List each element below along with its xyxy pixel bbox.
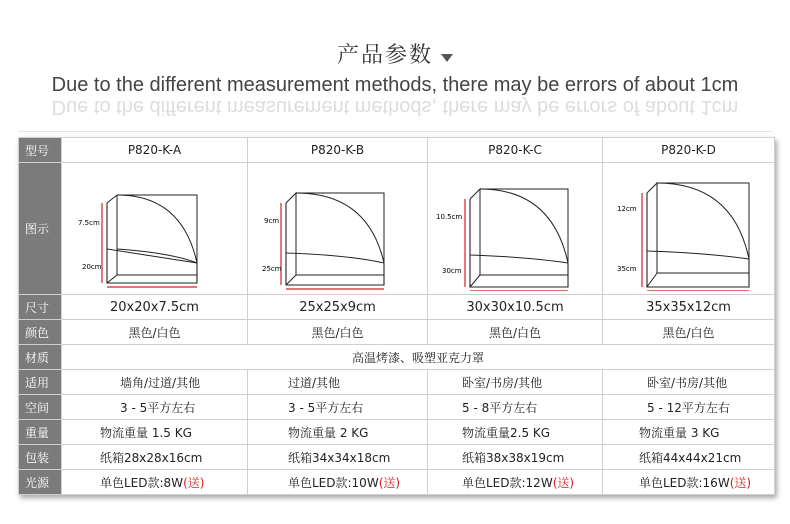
light-b	[248, 470, 428, 495]
row-weight	[19, 420, 775, 445]
diagram-d-cell	[603, 163, 775, 295]
diagram-b-cell	[248, 163, 428, 295]
dim-d-depth: 35cm	[617, 265, 637, 273]
light-b-gift: (送)	[378, 475, 401, 490]
dim-d-height: 12cm	[617, 205, 637, 213]
label-suitable: 适用	[19, 370, 62, 395]
model-b: P820-K-B	[248, 138, 428, 163]
light-b-text: 单色LED款:10W	[288, 475, 379, 490]
light-c-gift: (送)	[552, 475, 575, 490]
light-c-text: 单色LED款:12W	[462, 475, 553, 490]
dim-b-depth: 25cm	[262, 265, 282, 273]
label-material: 材质	[19, 345, 62, 370]
package-a: 纸箱28x28x16cm	[62, 445, 248, 470]
weight-d: 物流重量 3 KG	[603, 420, 775, 445]
size-d: 35x35x12cm	[603, 295, 775, 320]
model-c: P820-K-C	[428, 138, 603, 163]
package-b: 纸箱34x34x18cm	[248, 445, 428, 470]
color-a: 黑色/白色	[62, 320, 248, 345]
weight-a: 物流重量 1.5 KG	[62, 420, 248, 445]
light-d-text: 单色LED款:16W	[639, 475, 730, 490]
space-c: 5 - 8平方左右	[428, 395, 603, 420]
light-a	[62, 470, 248, 495]
label-light: 光源	[19, 470, 62, 495]
measurement-note: Due to the different measurement methods, there may be errors of about 1cm	[51, 74, 739, 96]
dim-b-height: 9cm	[264, 217, 280, 225]
label-space: 空间	[19, 395, 62, 420]
space-d: 5 - 12平方左右	[603, 395, 775, 420]
suitable-c: 卧室/书房/其他	[428, 370, 603, 395]
package-d: 纸箱44x44x21cm	[603, 445, 775, 470]
product-c-diagram	[428, 163, 603, 291]
size-b: 25x25x9cm	[248, 295, 428, 320]
row-light	[19, 470, 775, 495]
dim-a-depth: 20cm	[82, 263, 102, 271]
light-c	[428, 470, 603, 495]
label-package: 包装	[19, 445, 62, 470]
label-size: 尺寸	[19, 295, 62, 320]
label-image: 图示	[19, 163, 62, 295]
light-a-text: 单色LED款:8W	[100, 475, 184, 490]
row-size	[19, 295, 775, 320]
label-model: 型号	[19, 138, 62, 163]
measurement-note-reflection: Due to the different measurement methods, there may be errors of about 1cm	[51, 96, 739, 118]
page-title: 产品参数	[336, 43, 433, 68]
suitable-d: 卧室/书房/其他	[603, 370, 775, 395]
product-b-diagram	[248, 163, 428, 291]
size-a: 20x20x7.5cm	[62, 295, 248, 320]
model-a: P820-K-A	[62, 138, 248, 163]
weight-b: 物流重量 2 KG	[248, 420, 428, 445]
row-model	[19, 138, 775, 163]
divider	[18, 131, 772, 132]
row-image	[19, 163, 775, 295]
dim-c-height: 10.5cm	[436, 213, 463, 221]
label-weight: 重量	[19, 420, 62, 445]
product-d-diagram	[603, 163, 775, 291]
color-b: 黑色/白色	[248, 320, 428, 345]
dim-a-height: 7.5cm	[78, 219, 100, 227]
row-suitable	[19, 370, 775, 395]
size-c: 30x30x10.5cm	[428, 295, 603, 320]
row-package	[19, 445, 775, 470]
diagram-a-cell	[62, 163, 248, 295]
model-d: P820-K-D	[603, 138, 775, 163]
row-color	[19, 320, 775, 345]
row-material	[19, 345, 775, 370]
light-d-gift: (送)	[729, 475, 752, 490]
material-value: 高温烤漆、吸塑亚克力罩	[62, 345, 775, 370]
color-d: 黑色/白色	[603, 320, 775, 345]
color-c: 黑色/白色	[428, 320, 603, 345]
diagram-c-cell	[428, 163, 603, 295]
suitable-b: 过道/其他	[248, 370, 428, 395]
caret-down-icon	[441, 54, 453, 62]
package-c: 纸箱38x38x19cm	[428, 445, 603, 470]
product-a-diagram	[62, 163, 248, 291]
spec-table	[18, 137, 775, 495]
title-block	[0, 38, 790, 69]
space-a: 3 - 5平方左右	[62, 395, 248, 420]
light-a-gift: (送)	[183, 475, 205, 490]
space-b: 3 - 5平方左右	[248, 395, 428, 420]
suitable-a: 墙角/过道/其他	[62, 370, 248, 395]
weight-c: 物流重量2.5 KG	[428, 420, 603, 445]
row-space	[19, 395, 775, 420]
light-d	[603, 470, 775, 495]
dim-c-depth: 30cm	[442, 267, 462, 275]
label-color: 颜色	[19, 320, 62, 345]
